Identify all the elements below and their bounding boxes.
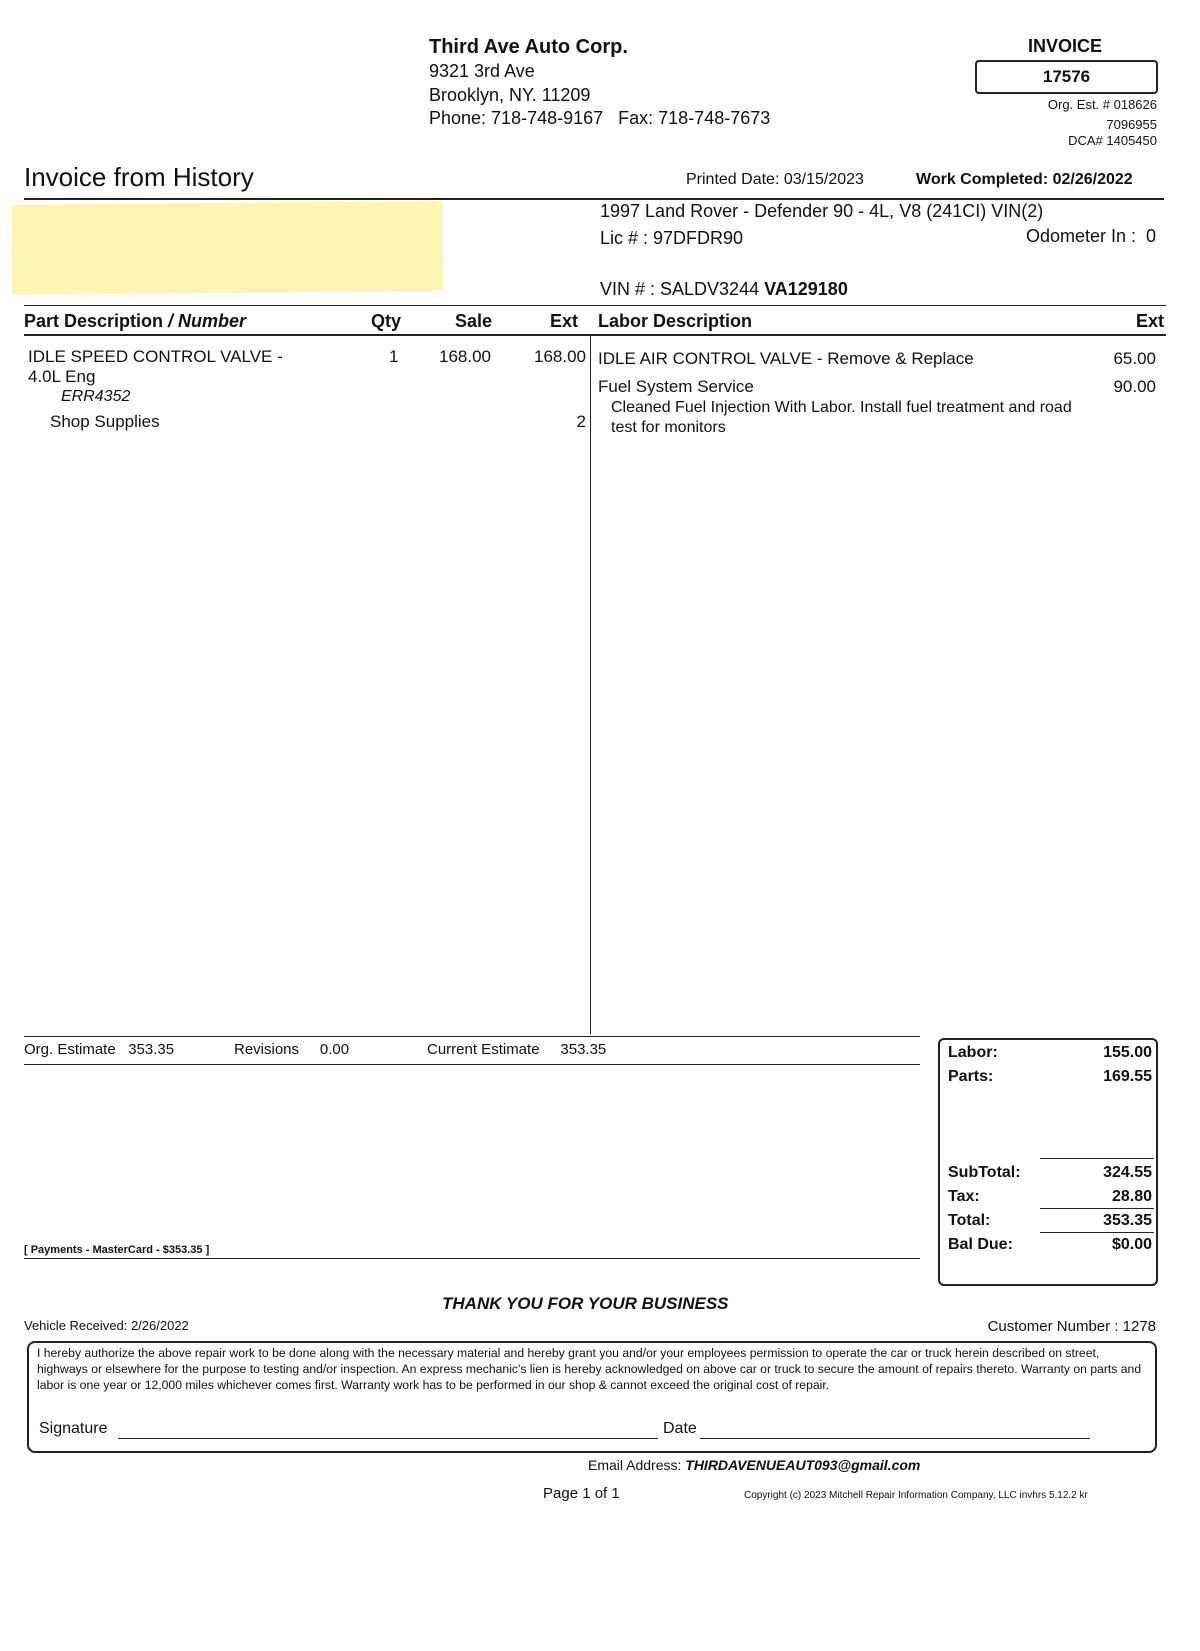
dca-number: DCA# 1405450 bbox=[1068, 133, 1157, 148]
date-label: Date bbox=[663, 1420, 697, 1437]
email-label: Email Address: bbox=[588, 1457, 686, 1473]
labor-row-1-description: IDLE AIR CONTROL VALVE - Remove & Replace bbox=[598, 349, 974, 368]
vehicle-description: 1997 Land Rover - Defender 90 - 4L, V8 (241CI) VIN(2) bbox=[600, 201, 1044, 221]
vehicle-divider bbox=[24, 305, 1166, 306]
parts-total-value: 169.55 bbox=[1103, 1068, 1152, 1085]
signature-line[interactable] bbox=[118, 1438, 658, 1439]
parts-labor-divider bbox=[590, 336, 591, 1034]
total-value: 353.35 bbox=[1103, 1212, 1152, 1229]
license-plate: Lic # : 97DFDR90 bbox=[600, 228, 744, 248]
revisions: Revisions 0.00 bbox=[234, 1041, 350, 1058]
estimate-top-line bbox=[24, 1036, 920, 1037]
bal-due-rule bbox=[1040, 1232, 1154, 1233]
labor-row-1-ext: 65.00 bbox=[1113, 349, 1156, 368]
labor-total-label: Labor: bbox=[948, 1044, 998, 1061]
org-estimate: Org. Estimate 353.35 bbox=[24, 1041, 175, 1058]
parts-header-qty: Qty bbox=[371, 311, 402, 331]
labor-row-2-ext: 90.00 bbox=[1113, 377, 1156, 396]
payments-underline bbox=[24, 1258, 920, 1259]
copyright-notice: Copyright (c) 2023 Mitchell Repair Information Company, LLC invhrs 5.12.2 kr bbox=[744, 1490, 1088, 1501]
estimate-bottom-line bbox=[24, 1064, 920, 1065]
email-address bbox=[588, 1457, 920, 1473]
labor-header-description: Labor Description bbox=[598, 311, 753, 331]
labor-row-2-note-2: test for monitors bbox=[611, 419, 726, 436]
date-line[interactable] bbox=[700, 1438, 1090, 1439]
vin-suffix: VA129180 bbox=[764, 279, 848, 299]
work-completed-date: Work Completed: 02/26/2022 bbox=[916, 171, 1133, 188]
labor-row-2-description: Fuel System Service bbox=[598, 377, 754, 396]
shop-name: Third Ave Auto Corp. bbox=[429, 36, 628, 58]
parts-header-description: Part Description / Number bbox=[24, 311, 247, 331]
table-header-underline bbox=[24, 334, 1166, 336]
authorization-box bbox=[27, 1341, 1157, 1453]
part-row-1-qty: 1 bbox=[389, 347, 399, 366]
tax-value: 28.80 bbox=[1111, 1188, 1152, 1205]
email-value: THIRDAVENUEAUT093@gmail.com bbox=[685, 1457, 921, 1473]
org-est-number: Org. Est. # 018626 bbox=[1047, 97, 1157, 112]
part-row-2-ext: 2 bbox=[576, 412, 586, 431]
subtotal-label: SubTotal: bbox=[948, 1164, 1021, 1181]
part-row-1-description: IDLE SPEED CONTROL VALVE - bbox=[28, 347, 283, 366]
labor-header-ext: Ext bbox=[1135, 311, 1164, 331]
thank-you-message: THANK YOU FOR YOUR BUSINESS bbox=[442, 1294, 729, 1313]
printed-date: Printed Date: 03/15/2023 bbox=[686, 171, 864, 188]
part-row-1-sale: 168.00 bbox=[439, 347, 491, 366]
parts-total-label: Parts: bbox=[948, 1068, 994, 1085]
page-title: Invoice from History bbox=[24, 162, 254, 192]
total-label: Total: bbox=[948, 1212, 991, 1229]
bal-due-label: Bal Due: bbox=[948, 1236, 1013, 1253]
odometer-in: Odometer In : 0 bbox=[1025, 226, 1156, 246]
shop-phone-fax: Phone: 718-748-9167 Fax: 718-748-7673 bbox=[429, 108, 771, 128]
vin-label: VIN # : SALDV3244 bbox=[600, 279, 765, 299]
parts-header-ext: Ext bbox=[550, 311, 579, 331]
signature-label: Signature bbox=[39, 1420, 108, 1437]
title-underline bbox=[24, 198, 1164, 200]
totals-box bbox=[938, 1038, 1158, 1286]
subtotal-value: 324.55 bbox=[1103, 1164, 1152, 1181]
customer-number: Customer Number : 1278 bbox=[987, 1318, 1156, 1335]
authorization-text: I hereby authorize the above repair work to be done along with the necessary material and hereby grant you and/or your employees permission to operate the car or truck herein described on street, highways or elsewhere for the purpose to testing and/or inspection. An express mechanic's lien is hereby acknowledged on above car or truck to secure the amount of repairs thereto. Warranty on parts and labor is one year or 12,000 miles whichever comes first. Warranty work has to be performed in our shop & cannot exceed the original cost of repair. bbox=[37, 1346, 1142, 1392]
part-row-1-ext: 168.00 bbox=[534, 347, 586, 366]
current-estimate: Current Estimate 353.35 bbox=[427, 1041, 607, 1058]
total-rule bbox=[1040, 1208, 1154, 1209]
labor-total-value: 155.00 bbox=[1103, 1044, 1152, 1061]
part-row-1-description-2: 4.0L Eng bbox=[28, 367, 96, 386]
invoice-label: INVOICE bbox=[1028, 36, 1103, 56]
invoice-id-line: 7096955 bbox=[1106, 117, 1157, 132]
part-row-2-description: Shop Supplies bbox=[50, 412, 160, 431]
shop-address-line1: 9321 3rd Ave bbox=[429, 61, 535, 81]
bal-due-value: $0.00 bbox=[1111, 1236, 1152, 1253]
parts-header-sale: Sale bbox=[455, 311, 493, 331]
tax-label: Tax: bbox=[948, 1188, 980, 1205]
page-number: Page 1 of 1 bbox=[543, 1485, 620, 1502]
invoice-number-box bbox=[975, 60, 1158, 94]
payments-summary: [ Payments - MasterCard - $353.35 ] bbox=[24, 1244, 210, 1256]
invoice-number: 17576 bbox=[1042, 67, 1091, 86]
vehicle-received-date: Vehicle Received: 2/26/2022 bbox=[24, 1318, 189, 1333]
shop-address-line2: Brooklyn, NY. 11209 bbox=[429, 85, 591, 105]
vin-number bbox=[600, 279, 848, 300]
part-row-1-number: ERR4352 bbox=[61, 388, 131, 405]
redaction-sticker bbox=[12, 201, 444, 295]
subtotal-rule bbox=[1040, 1158, 1154, 1159]
labor-row-2-note-1: Cleaned Fuel Injection With Labor. Install fuel treatment and road bbox=[611, 399, 1072, 416]
